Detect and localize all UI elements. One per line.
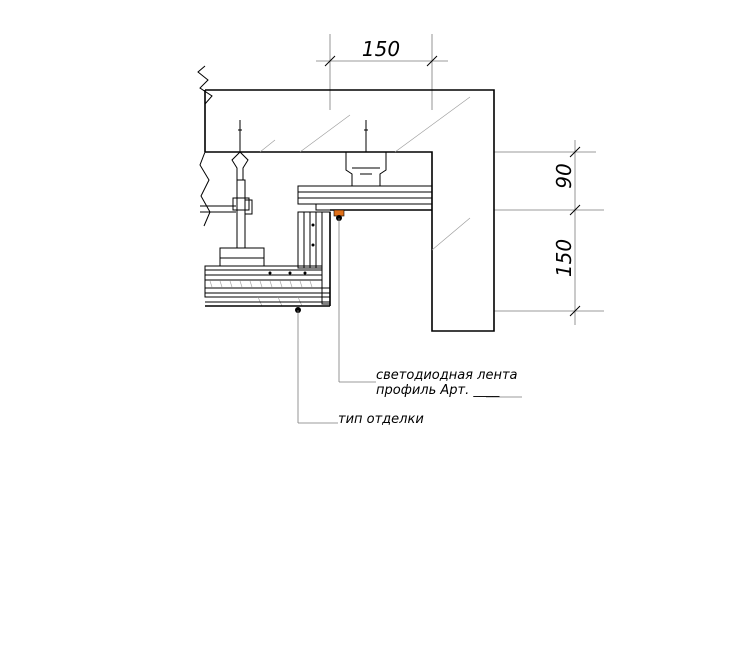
callout-profile-label: профиль Арт. ____	[376, 383, 500, 398]
callout-finish-label: тип отделки	[338, 412, 424, 427]
dimension-right-upper-label: 90	[552, 163, 576, 189]
dimension-top	[316, 34, 448, 110]
callout-led-strip-label: светодиодная лента	[376, 368, 518, 383]
dimension-right	[494, 140, 604, 325]
lower-ceiling-panel	[205, 266, 330, 306]
vertical-profile	[298, 212, 330, 306]
hanger-right	[346, 120, 386, 186]
dimension-right-lower-label: 150	[552, 238, 576, 278]
hanger-left	[200, 120, 264, 266]
upper-profile	[298, 186, 432, 210]
dimension-top-label: 150	[361, 37, 401, 61]
callout-finish-leader	[295, 307, 338, 423]
